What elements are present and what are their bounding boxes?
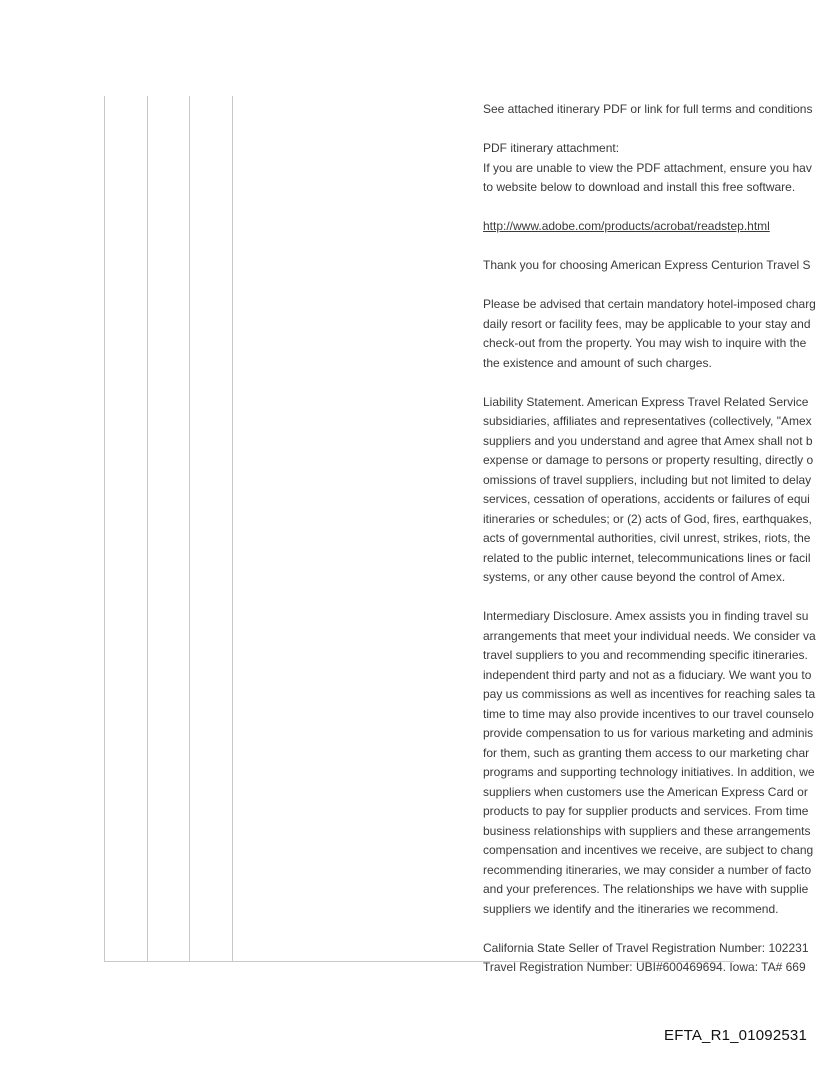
intermediary-line: compensation and incentives we receive, are subject to chang [483,843,814,857]
pdf-text-line: to website below to download and install this free software. [483,180,796,194]
liability-line: omissions of travel suppliers, including but not limited to delay [483,472,812,487]
adobe-reader-link[interactable]: http://www.adobe.com/products/acrobat/readstep.html [483,219,770,233]
intermediary-line: pay us commissions as well as incentives for reaching sales ta [483,687,816,701]
liability-line: subsidiaries, affiliates and representatives (collectively, "Amex [483,414,812,428]
hotel-charges-line: Please be advised that certain mandatory hotel-imposed charg [483,297,816,311]
pdf-text-line: If you are unable to view the PDF attachment, ensure you hav [483,160,812,175]
document-id: EFTA_R1_01092531 [664,1027,808,1044]
liability-line: acts of governmental authorities, civil unrest, strikes, riots, the [483,531,811,545]
liability-line: related to the public internet, telecommunications lines or facil [483,550,811,565]
hotel-charges-line: daily resort or facility fees, may be applicable to your stay and [483,316,811,331]
terms-line: See attached itinerary PDF or link for full terms and conditions [483,102,813,116]
intermediary-line: products to pay for supplier products and services. From time [483,804,809,818]
intermediary-line: travel suppliers to you and recommending specific itineraries. [483,648,808,662]
intermediary-line: recommending itineraries, we may consider a number of facto [483,862,812,877]
liability-line: itineraries or schedules; or (2) acts of God, fires, earthquakes, [483,511,812,526]
thank-you-line: Thank you for choosing American Express Centurion Travel S [483,258,811,272]
table-column-line [147,96,148,962]
intermediary-line: provide compensation to us for various marketing and adminis [483,726,814,740]
hotel-charges-line: check-out from the property. You may wish to inquire with the [483,336,807,350]
intermediary-line: time to time may also provide incentives to our travel counselo [483,706,814,721]
liability-line: expense or damage to persons or property resulting, directly o [483,453,814,467]
table-column-line [189,96,190,962]
intermediary-line: business relationships with suppliers and these arrangements [483,823,811,838]
intermediary-line: independent third party and not as a fiduciary. We want you to [483,667,812,682]
intermediary-line: for them, such as granting them access to our marketing char [483,745,810,760]
itinerary-notes [483,100,816,978]
hotel-charges-line: the existence and amount of such charges. [483,355,712,370]
liability-line: systems, or any other cause beyond the control of Amex. [483,570,786,584]
intermediary-line: programs and supporting technology initiatives. In addition, we [483,765,815,779]
liability-line: Liability Statement. American Express Travel Related Service [483,394,809,409]
intermediary-line: arrangements that meet your individual needs. We consider va [483,628,816,643]
intermediary-line: suppliers when customers use the American Express Card or [483,784,808,799]
intermediary-line: and your preferences. The relationships we have with supplie [483,882,809,896]
intermediary-line: suppliers we identify and the itineraries we recommend. [483,901,779,916]
pdf-heading: PDF itinerary attachment: [483,141,620,155]
liability-line: suppliers and you understand and agree that Amex shall not b [483,433,813,448]
table-column-line [232,96,233,962]
intermediary-line: Intermediary Disclosure. Amex assists you in finding travel su [483,609,809,623]
registration-line: California State Seller of Travel Registration Number: 102231 [483,940,809,955]
liability-line: services, cessation of operations, accidents or failures of equi [483,492,810,506]
table-column-line [104,96,105,962]
registration-line: Travel Registration Number: UBI#600469694. Iowa: TA# 669 [483,960,806,974]
